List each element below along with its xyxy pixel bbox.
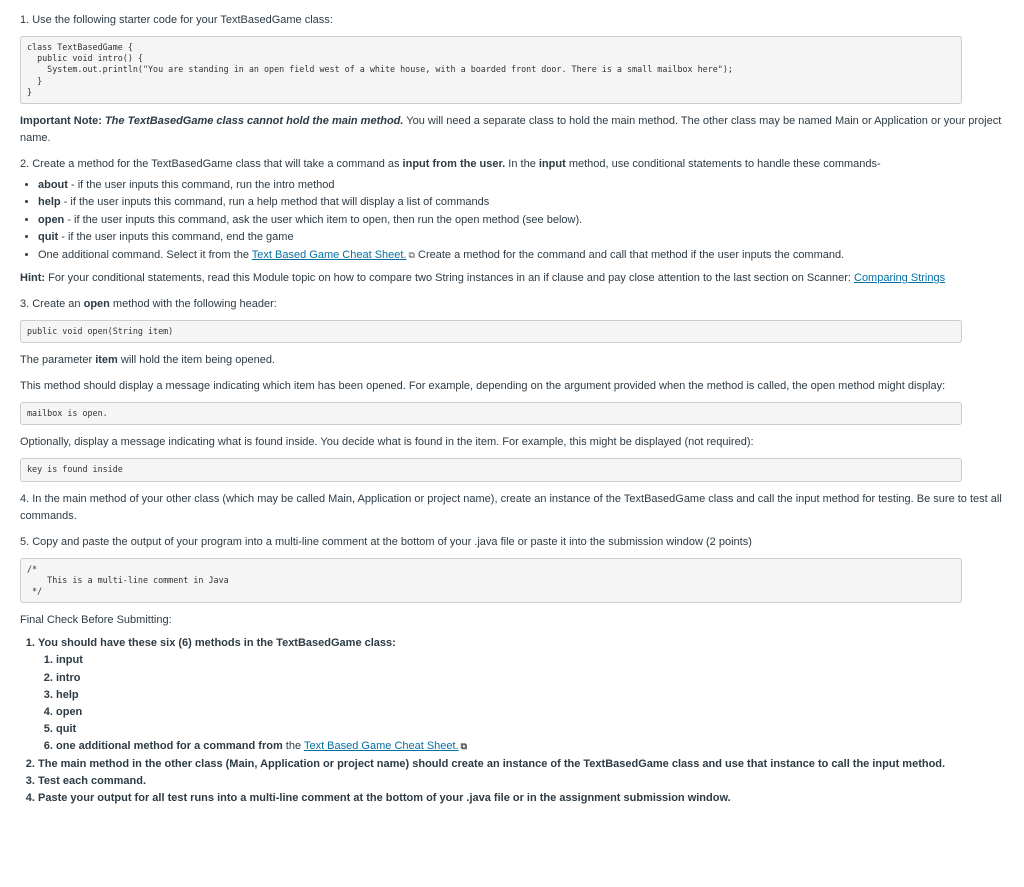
external-link-icon: ⧉ xyxy=(460,741,468,752)
command-desc: - if the user inputs this command, ask the user which item to open, then run the open method (see below). xyxy=(64,213,583,226)
additional-post: Create a method for the command and call that method if the user inputs the command. xyxy=(414,248,845,261)
list-item xyxy=(38,177,1004,194)
command-name: about xyxy=(38,179,68,192)
command-desc: - if the user inputs this command, run the intro method xyxy=(67,179,335,192)
note-rest: You will need a separate class to hold the main method. The other class may be named Main or Application or your project name. xyxy=(20,115,1002,145)
method-6-pre: one additional method for a command from xyxy=(56,740,286,753)
step-3 xyxy=(20,296,1004,313)
step-2-bold-2: input xyxy=(538,158,566,171)
list-item: 3. help xyxy=(56,687,1004,704)
step-5: 5. Copy and paste the output of your program into a multi-line comment at the bottom of your .java file or paste it into the submission window (2 points) xyxy=(20,535,752,548)
comment-code: /* This is a multi-line comment in Java */ xyxy=(20,558,962,604)
open-header-code: public void open(String item) xyxy=(20,320,962,343)
step-2-pre: 2. Create a method for the TextBasedGame class that will take a command as xyxy=(20,158,403,171)
list-item: 5. quit xyxy=(56,721,1004,738)
step-2-bold-1: input from the user. xyxy=(402,158,506,171)
mailbox-code: mailbox is open. xyxy=(20,402,962,425)
step-2-post: method, use conditional statements to handle these commands- xyxy=(565,158,881,171)
additional-pre: One additional command. Select it from the xyxy=(38,248,252,261)
hint-label: Hint: xyxy=(20,272,46,285)
command-name: open xyxy=(38,213,65,226)
important-note xyxy=(20,113,1004,147)
list-item xyxy=(38,635,1004,755)
list-item xyxy=(56,738,1004,755)
step-3-bold: open xyxy=(83,298,110,311)
list-item xyxy=(38,212,1004,229)
key-code: key is found inside xyxy=(20,458,962,481)
note-label: Important Note: xyxy=(20,115,105,128)
command-list xyxy=(20,177,1004,264)
cheat-sheet-link-2[interactable]: Text Based Game Cheat Sheet. xyxy=(303,740,459,753)
final-item-1: You should have these six (6) methods in the TextBasedGame class: xyxy=(38,637,396,650)
command-desc: - if the user inputs this command, run a help method that will display a list of commands xyxy=(60,196,490,209)
param-post: will hold the item being opened. xyxy=(117,354,275,367)
param-text xyxy=(20,352,1004,369)
step-1: 1. Use the following starter code for your TextBasedGame class: xyxy=(20,14,333,26)
list-item xyxy=(38,194,1004,211)
external-link-icon: ⧉ xyxy=(408,249,415,260)
param-bold: item xyxy=(95,354,118,367)
command-name: help xyxy=(38,196,61,209)
method-6-mid: the xyxy=(285,740,304,753)
list-item: 4. open xyxy=(56,704,1004,721)
command-desc: - if the user inputs this command, end the game xyxy=(58,231,294,244)
optional-text: Optionally, display a message indicating what is found inside. You decide what is found in the item. For example, this might be displayed (not required): xyxy=(20,436,754,449)
final-heading: Final Check Before Submitting: xyxy=(20,614,172,627)
step-3-post: method with the following header: xyxy=(109,298,277,311)
display-text: This method should display a message indicating which item has been opened. For example, depending on the argument provided when the method is called, the open method might display: xyxy=(20,380,946,393)
list-item: 2. intro xyxy=(56,670,1004,687)
list-item xyxy=(38,247,1004,264)
list-item: 1. input xyxy=(56,652,1004,669)
hint-text: For your conditional statements, read this Module topic on how to compare two String instances in an if clause and pay close attention to the last section on Scanner: xyxy=(45,272,854,285)
list-item: 4. Paste your output for all test runs into a multi-line comment at the bottom of your .java file or in the assignment submission window. xyxy=(38,790,1004,807)
hint xyxy=(20,270,1004,287)
list-item: 2. The main method in the other class (Main, Application or project name) should create an instance of the TextBasedGame class and use that instance to call the input method. xyxy=(38,756,1004,773)
param-pre: The parameter xyxy=(20,354,96,367)
comparing-strings-link[interactable]: Comparing Strings xyxy=(854,272,946,285)
step-2-mid: In the xyxy=(505,158,539,171)
command-name: quit xyxy=(38,231,59,244)
note-emphasis: The TextBasedGame class cannot hold the main method. xyxy=(104,115,404,128)
step-4: 4. In the main method of your other class (which may be called Main, Application or project name), create an instance of the TextBasedGame class and call the input method for testing. Be sure to test all commands. xyxy=(20,492,1002,522)
step-2 xyxy=(20,156,1004,173)
list-item xyxy=(38,229,1004,246)
final-checklist xyxy=(20,635,1004,807)
cheat-sheet-link[interactable]: Text Based Game Cheat Sheet. xyxy=(251,248,407,261)
step-3-pre: 3. Create an xyxy=(20,298,84,311)
method-list xyxy=(38,652,1004,755)
starter-code-block: class TextBasedGame { public void intro() { System.out.println("You are standing in an open field west of a white house, with a boarded front door. There is a small mailbox here"); } } xyxy=(20,36,962,104)
list-item: 3. Test each command. xyxy=(38,773,1004,790)
